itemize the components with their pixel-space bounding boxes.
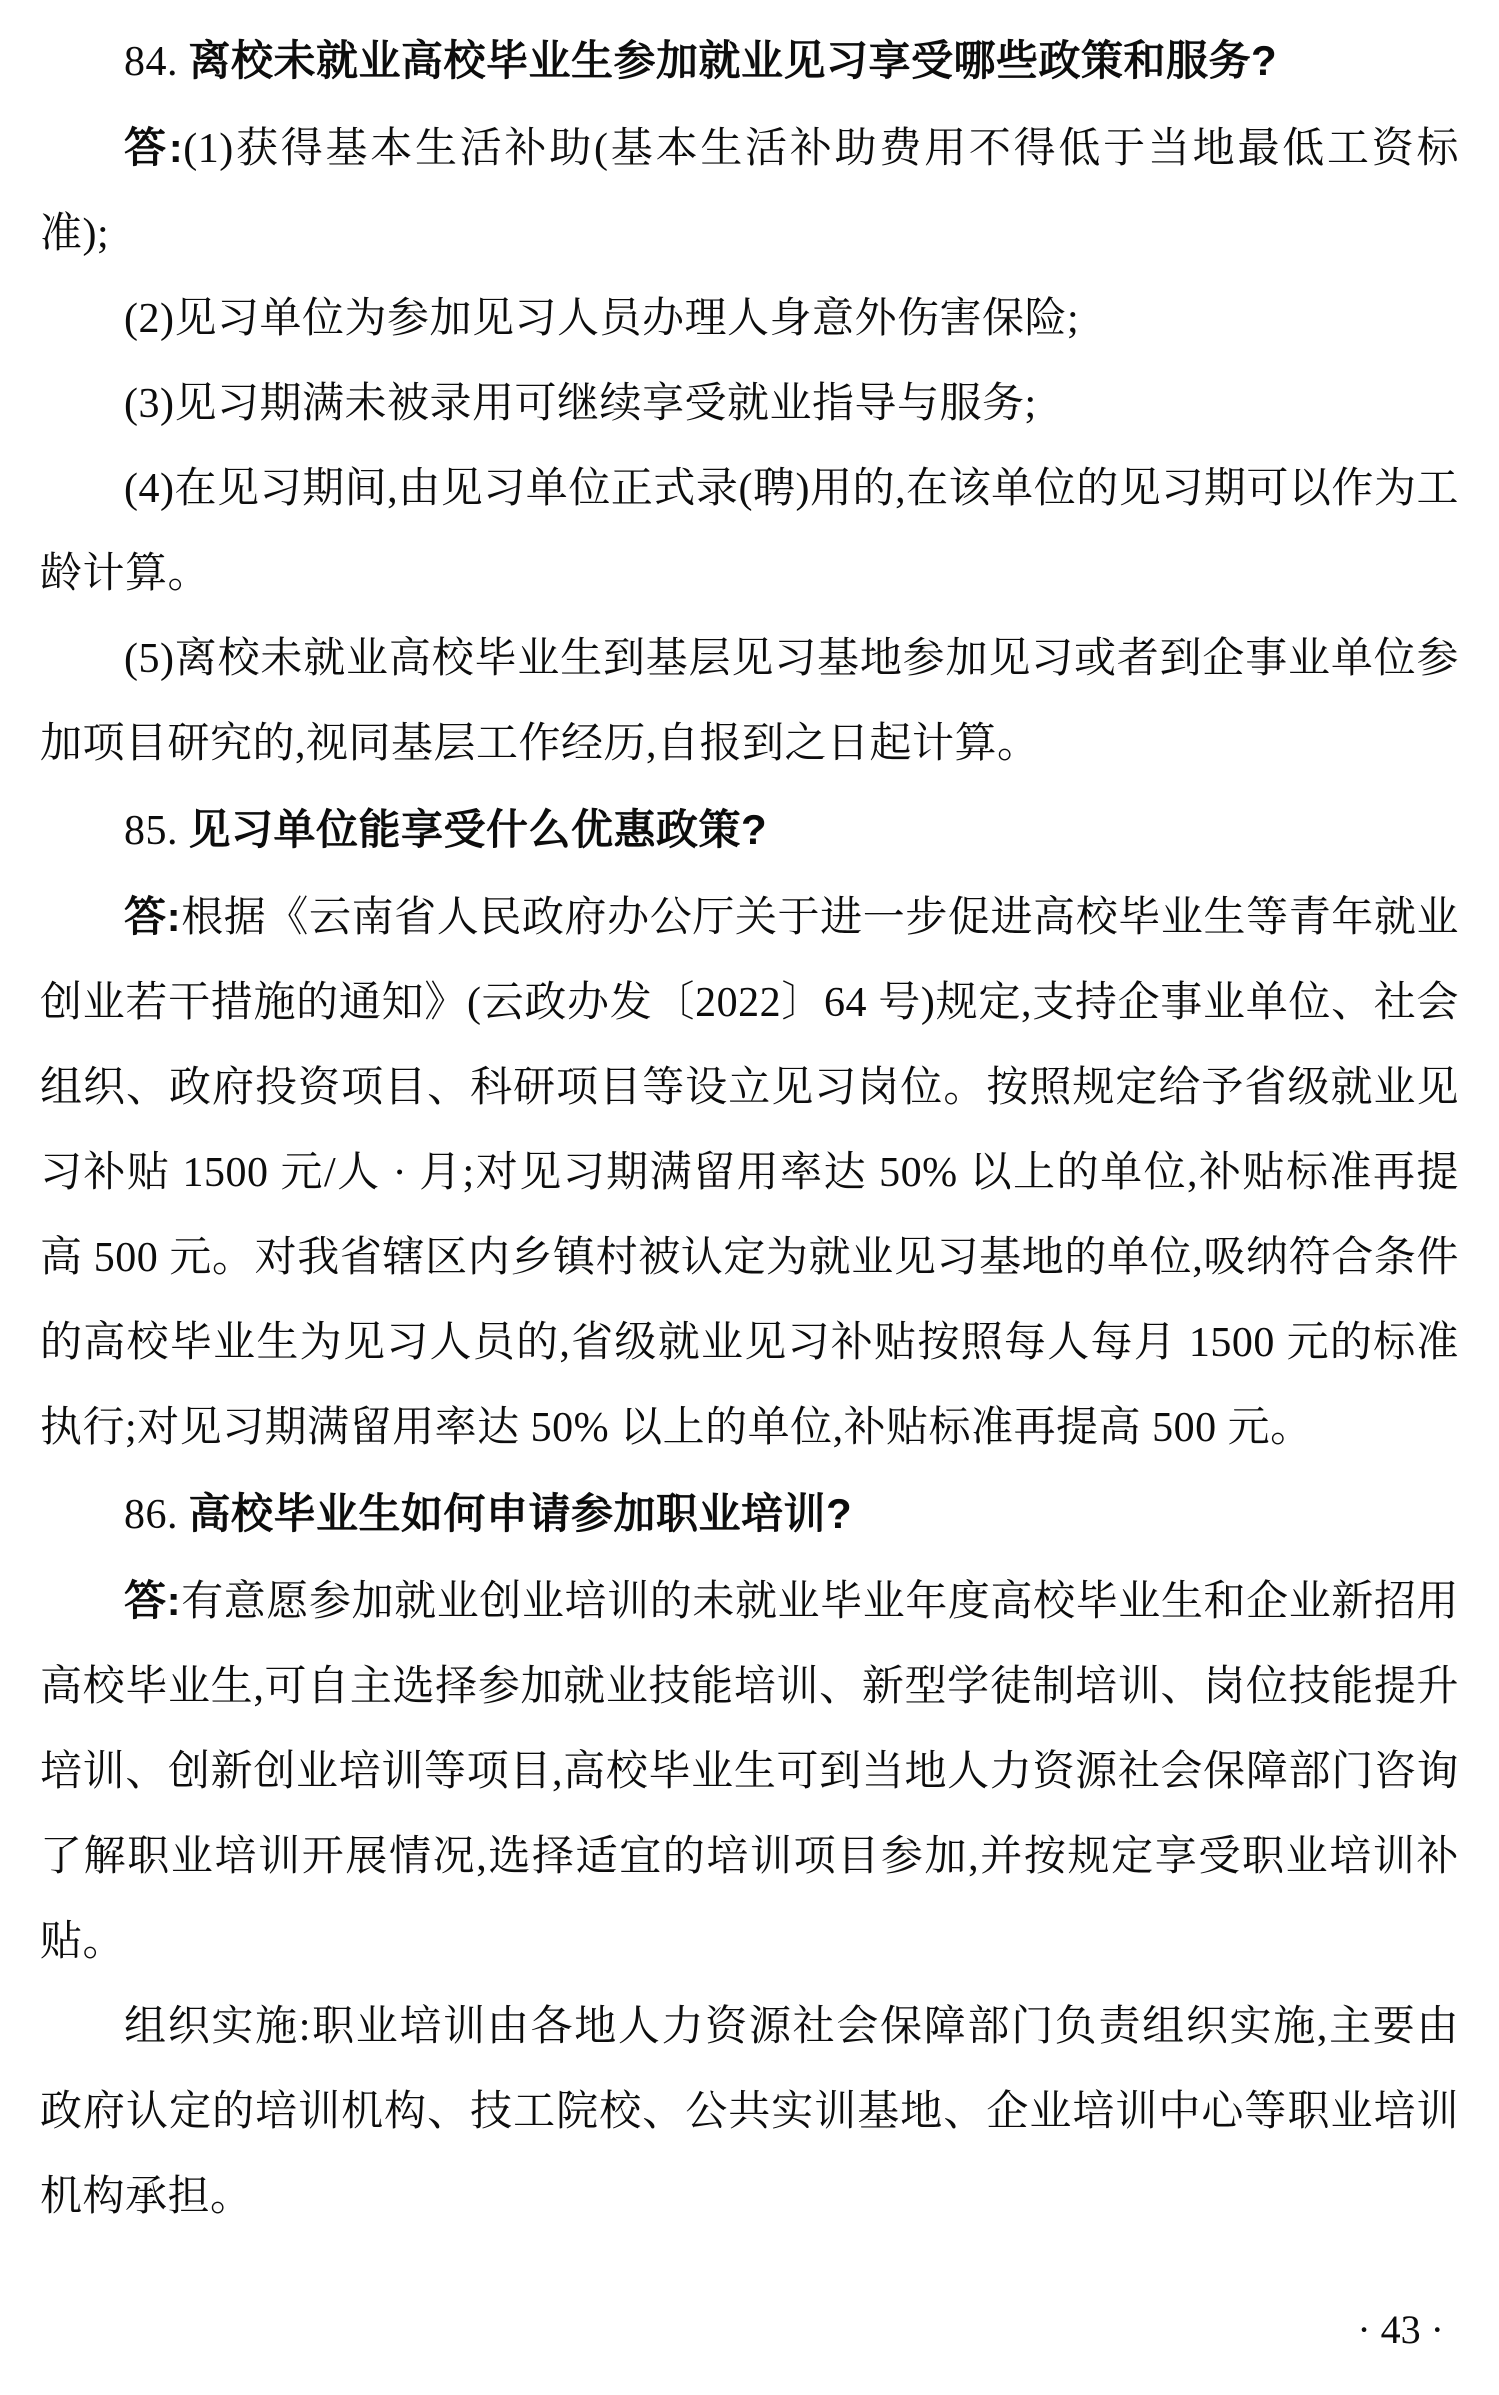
question-heading — [40, 1471, 1459, 1558]
paragraph — [40, 362, 1459, 447]
paragraph-text: 根据《云南省人民政府办公厅关于进一步促进高校毕业生等青年就业创业若干措施的通知》(云政办发〔2022〕64 号)规定,支持企事业单位、社会组织、政府投资项目、科研项目等设立见习岗位。按照规定给予省级就业见习补贴 1500 元/人 · 月;对见习期满留用率达 50% 以上的单位,补贴标准再提高 500 元。对我省辖区内乡镇村被认定为就业见习基地的单位,吸纳符合条件的高校毕业生为见习人员的,省级就业见习补贴按照每人每月 1500 元的标准执行;对见习期满留用率达 50% 以上的单位,补贴标准再提高 500 元。 — [40, 895, 1459, 1451]
paragraph-text: (4)在见习期间,由见习单位正式录(聘)用的,在该单位的见习期可以作为工龄计算。 — [40, 466, 1459, 597]
question-number: 85. — [124, 808, 178, 854]
answer-label: 答: — [124, 124, 184, 171]
paragraph-text: (1)获得基本生活补助(基本生活补助费用不得低于当地最低工资标准); — [40, 126, 1459, 257]
question-heading — [40, 18, 1459, 105]
answer-label: 答: — [124, 893, 182, 940]
paragraph — [40, 277, 1459, 362]
paragraph-text: (2)见习单位为参加见习人员办理人身意外伤害保险; — [124, 296, 1080, 342]
answer-label: 答: — [124, 1577, 182, 1624]
paragraph — [40, 447, 1459, 617]
paragraph-text: (5)离校未就业高校毕业生到基层见习基地参加见习或者到企事业单位参加项目研究的,视同基层工作经历,自报到之日起计算。 — [40, 636, 1459, 767]
page-number: · 43 · — [1357, 2307, 1444, 2352]
paragraph-text: 有意愿参加就业创业培训的未就业毕业年度高校毕业生和企业新招用高校毕业生,可自主选择参加就业技能培训、新型学徒制培训、岗位技能提升培训、创新创业培训等项目,高校毕业生可到当地人力资源社会保障部门咨询了解职业培训开展情况,选择适宜的培训项目参加,并按规定享受职业培训补贴。 — [40, 1579, 1459, 1965]
question-number: 84. — [124, 39, 178, 85]
paragraph-text: (3)见习期满未被录用可继续享受就业指导与服务; — [124, 381, 1037, 427]
question-title: 离校未就业高校毕业生参加就业见习享受哪些政策和服务? — [188, 37, 1278, 84]
paragraph — [40, 105, 1459, 277]
paragraph — [40, 1985, 1459, 2240]
question-title: 高校毕业生如何申请参加职业培训? — [188, 1490, 853, 1537]
question-number: 86. — [124, 1492, 178, 1538]
paragraph — [40, 617, 1459, 787]
paragraph — [40, 1558, 1459, 1985]
document-body — [40, 18, 1459, 2240]
question-title: 见习单位能享受什么优惠政策? — [188, 806, 768, 853]
question-heading — [40, 787, 1459, 874]
paragraph-text: 组织实施:职业培训由各地人力资源社会保障部门负责组织实施,主要由政府认定的培训机构、技工院校、公共实训基地、企业培训中心等职业培训机构承担。 — [40, 2004, 1459, 2220]
paragraph — [40, 874, 1459, 1471]
